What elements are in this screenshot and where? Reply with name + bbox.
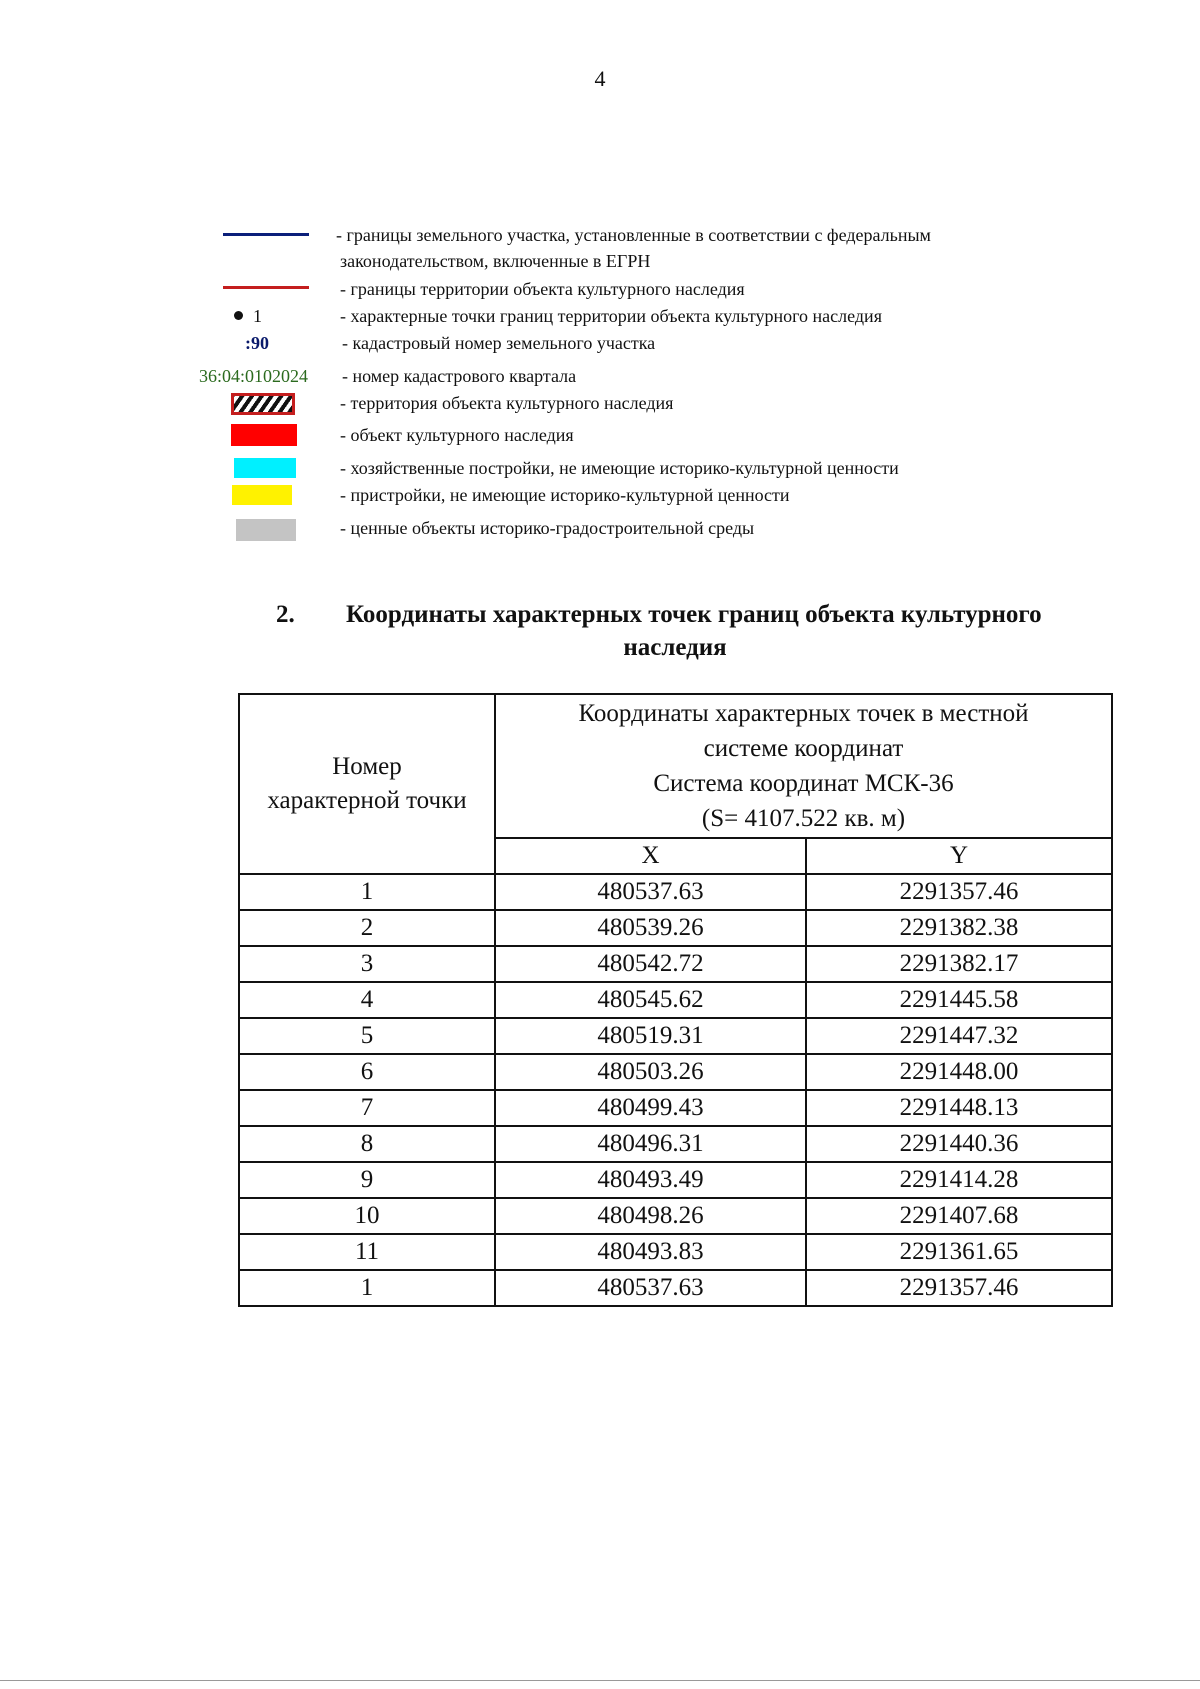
bottom-rule <box>0 1680 1200 1681</box>
point-number-cell: 10 <box>239 1198 495 1234</box>
header-x: X <box>495 838 806 874</box>
y-cell: 2291357.46 <box>806 874 1112 910</box>
legend-text: - ценные объекты историко-градостроительной среды <box>340 518 755 538</box>
legend-text: - хозяйственные постройки, не имеющие историко-культурной ценности <box>340 458 899 478</box>
table-row <box>239 1234 1112 1270</box>
point-number-cell: 1 <box>239 1270 495 1306</box>
header-y: Y <box>806 838 1112 874</box>
legend-text: - границы земельного участка, установленные в соответствии с федеральным <box>336 225 931 245</box>
point-number-cell: 8 <box>239 1126 495 1162</box>
table-row <box>239 1054 1112 1090</box>
y-cell: 2291382.38 <box>806 910 1112 946</box>
x-cell: 480496.31 <box>495 1126 806 1162</box>
legend-text: - номер кадастрового квартала <box>342 366 577 386</box>
legend-item-parcel-boundary-cont <box>0 248 1200 278</box>
yellow-area-icon <box>232 485 292 505</box>
gray-area-icon <box>236 519 296 541</box>
x-cell: 480498.26 <box>495 1198 806 1234</box>
point-number-cell: 3 <box>239 946 495 982</box>
y-cell: 2291407.68 <box>806 1198 1112 1234</box>
x-cell: 480537.63 <box>495 874 806 910</box>
table-row <box>239 1162 1112 1198</box>
red-area-icon <box>231 424 297 446</box>
section-title: Координаты характерных точек границ объекта культурного <box>346 601 1042 628</box>
table-row <box>239 1126 1112 1162</box>
table-row <box>239 910 1112 946</box>
x-cell: 480542.72 <box>495 946 806 982</box>
table-row <box>239 982 1112 1018</box>
x-cell: 480519.31 <box>495 1018 806 1054</box>
x-cell: 480499.43 <box>495 1090 806 1126</box>
red-line-icon <box>223 286 309 289</box>
x-cell: 480493.49 <box>495 1162 806 1198</box>
header-point-line: характерной точки <box>267 787 467 814</box>
coordinates-table <box>238 693 1113 1307</box>
legend-item-heritage-territory <box>0 390 1200 420</box>
table-row <box>239 874 1112 910</box>
page-number: 4 <box>594 66 606 91</box>
legend-text: законодательством, включенные в ЕГРН <box>340 251 651 271</box>
legend-text: - пристройки, не имеющие историко-культурной ценности <box>340 485 790 505</box>
cadastral-number-label: :90 <box>245 333 269 353</box>
legend-text: - кадастровый номер земельного участка <box>342 333 656 353</box>
point-dot-icon <box>234 311 243 320</box>
point-number-cell: 1 <box>239 874 495 910</box>
point-number-cell: 6 <box>239 1054 495 1090</box>
point-number-cell: 9 <box>239 1162 495 1198</box>
legend-item-characteristic-points <box>0 303 1200 333</box>
hatched-area-icon <box>231 393 295 415</box>
header-point-number <box>239 694 495 874</box>
table-row <box>239 1270 1112 1306</box>
header-system-line: (S= 4107.522 кв. м) <box>701 805 906 832</box>
y-cell: 2291448.00 <box>806 1054 1112 1090</box>
table-row <box>239 1018 1112 1054</box>
table-row <box>239 1090 1112 1126</box>
legend-text: - территория объекта культурного наследия <box>340 393 674 413</box>
y-cell: 2291361.65 <box>806 1234 1112 1270</box>
point-number-cell: 4 <box>239 982 495 1018</box>
point-number-cell: 7 <box>239 1090 495 1126</box>
table-row <box>239 1198 1112 1234</box>
y-cell: 2291447.32 <box>806 1018 1112 1054</box>
header-system-line: Координаты характерных точек в местной <box>578 700 1029 727</box>
y-cell: 2291440.36 <box>806 1126 1112 1162</box>
y-cell: 2291382.17 <box>806 946 1112 982</box>
header-system-line: Система координат МСК-36 <box>653 770 954 797</box>
cadastral-quarter-label: 36:04:0102024 <box>199 366 309 386</box>
legend-item-heritage-boundary <box>0 276 1200 306</box>
legend-item-utility-buildings <box>0 455 1200 485</box>
header-point-line: Номер <box>332 753 402 780</box>
section-title-continued: наследия <box>623 634 727 661</box>
section-number: 2. <box>276 601 295 628</box>
point-number-cell: 11 <box>239 1234 495 1270</box>
legend-item-cadastral-number <box>0 330 1200 360</box>
y-cell: 2291448.13 <box>806 1090 1112 1126</box>
point-label: 1 <box>253 306 262 326</box>
header-system-line: системе координат <box>703 735 904 762</box>
blue-line-icon <box>223 233 309 236</box>
legend-item-cadastral-quarter <box>0 363 1200 393</box>
y-cell: 2291357.46 <box>806 1270 1112 1306</box>
point-number-cell: 2 <box>239 910 495 946</box>
table-row <box>239 946 1112 982</box>
legend-text: - характерные точки границ территории объекта культурного наследия <box>340 306 882 326</box>
header-coordinate-system <box>495 694 1112 838</box>
legend-item-annexes <box>0 482 1200 512</box>
y-cell: 2291414.28 <box>806 1162 1112 1198</box>
legend-item-heritage-object <box>0 422 1200 452</box>
legend-text: - объект культурного наследия <box>340 425 574 445</box>
point-number-cell: 5 <box>239 1018 495 1054</box>
legend-text: - границы территории объекта культурного наследия <box>340 279 745 299</box>
x-cell: 480493.83 <box>495 1234 806 1270</box>
x-cell: 480539.26 <box>495 910 806 946</box>
legend-item-valuable-objects <box>0 515 1200 545</box>
x-cell: 480545.62 <box>495 982 806 1018</box>
cyan-area-icon <box>234 458 296 478</box>
x-cell: 480537.63 <box>495 1270 806 1306</box>
x-cell: 480503.26 <box>495 1054 806 1090</box>
y-cell: 2291445.58 <box>806 982 1112 1018</box>
